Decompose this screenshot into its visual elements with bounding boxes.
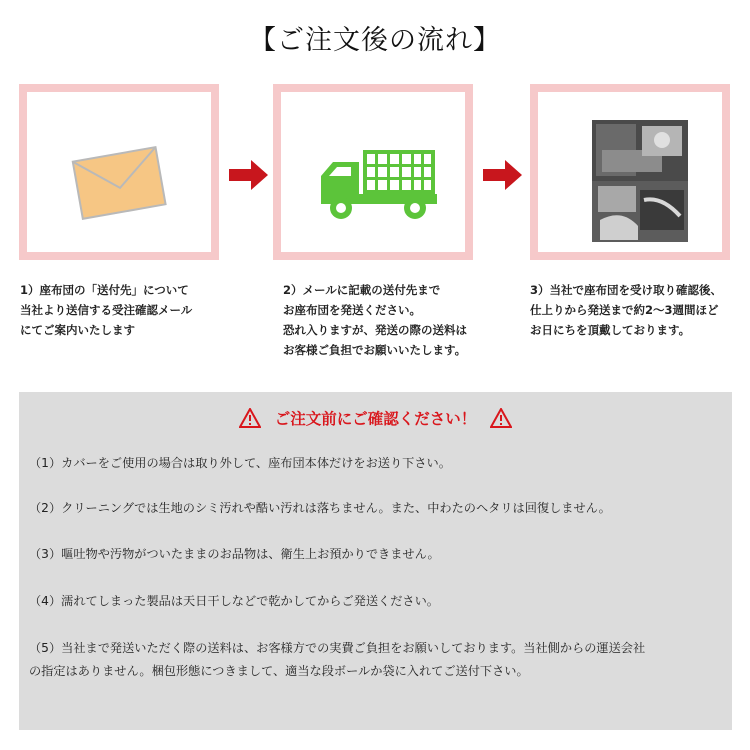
step-1-line: にてご案内いたします	[20, 323, 135, 337]
warning-icon	[239, 408, 261, 428]
notice-item: （4）濡れてしまった製品は天日干しなどで乾かしてからご発送ください。	[29, 594, 439, 608]
notice-title: ご注文前にご確認ください！	[274, 410, 477, 428]
step-2-line: お客様ご負担でお願いいたします。	[283, 343, 467, 357]
arrow-right-icon	[483, 158, 523, 192]
envelope-icon	[27, 92, 211, 252]
step-2-line: 恐れ入りますが、発送の際の送料は	[283, 323, 467, 337]
step-3-line: お日にちを頂戴しております。	[530, 323, 691, 337]
step-1-frame	[19, 84, 219, 260]
step-2-frame	[273, 84, 473, 260]
truck-icon	[281, 92, 465, 252]
notice-item: （3）嘔吐物や汚物がついたままのお品物は、衛生上お預かりできません。	[29, 547, 440, 561]
step-1-line: 1）座布団の「送付先」について	[20, 283, 189, 297]
notice-item: （5）当社まで発送いただく際の送料は、お客様方での実費ご負担をお願いしております。当社側からの運送会社	[29, 641, 646, 655]
step-2-line: 2）メールに記載の送付先まで	[283, 283, 441, 297]
arrow-right-icon	[229, 158, 269, 192]
notice-item: （1）カバーをご使用の場合は取り外して、座布団本体だけをお送り下さい。	[29, 456, 451, 470]
notice-item: の指定はありません。梱包形態につきまして、適当な段ボールか袋に入れてご送付下さい。	[29, 664, 529, 678]
notice-heading	[19, 407, 732, 429]
warning-icon	[490, 408, 512, 428]
notice-panel	[19, 392, 732, 730]
step-3-frame	[530, 84, 730, 260]
step-3-line: 仕上りから発送まで約2〜3週間ほど	[530, 303, 719, 317]
step-2-line: お座布団を発送ください。	[283, 303, 421, 317]
page-title: 【ご注文後の流れ】	[249, 25, 501, 56]
cushion-cleaning-photos	[592, 120, 688, 242]
step-2-description	[283, 280, 493, 360]
step-1-line: 当社より送信する受注確認メール	[20, 303, 193, 317]
step-1-description	[20, 280, 240, 340]
step-3-description	[530, 280, 745, 340]
notice-item: （2）クリーニングでは生地のシミ汚れや酷い汚れは落ちません。また、中わたのヘタリは回復しません。	[29, 501, 611, 515]
step-3-line: 3）当社で座布団を受け取り確認後、	[530, 283, 722, 297]
